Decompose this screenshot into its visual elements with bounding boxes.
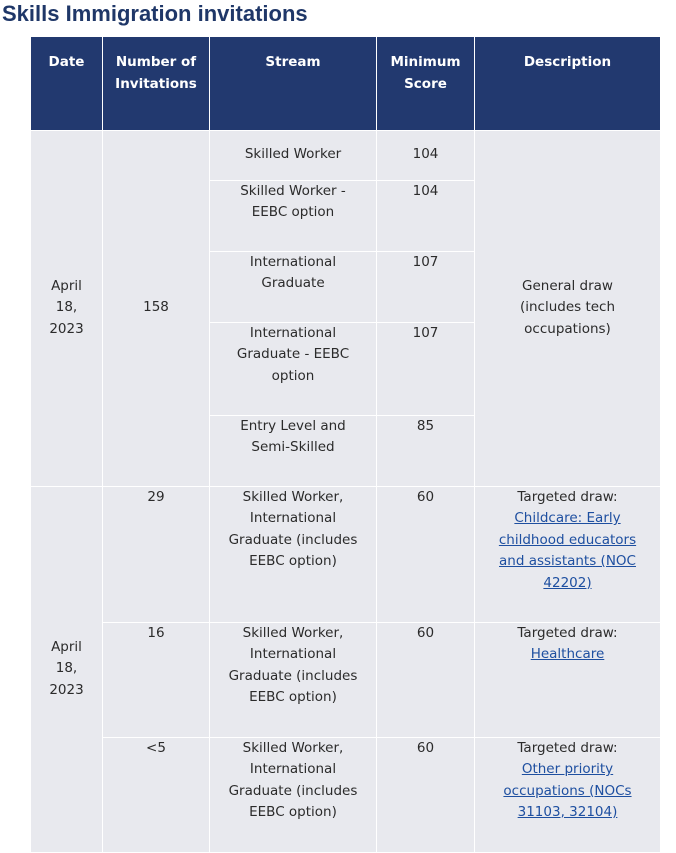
stream-cell: Skilled Worker bbox=[210, 130, 377, 180]
score-cell: 85 bbox=[377, 415, 475, 486]
table-row bbox=[31, 622, 661, 737]
header-description: Description bbox=[475, 37, 661, 130]
description-cell: General draw (includes tech occupations) bbox=[475, 130, 661, 486]
other-priority-occupations-link[interactable]: Other priority occupations (NOCs 31103, 32104) bbox=[503, 761, 632, 820]
invitations-cell: <5 bbox=[103, 737, 210, 852]
table-row bbox=[31, 130, 661, 180]
stream-cell: International Graduate bbox=[210, 251, 377, 322]
header-score: Minimum Score bbox=[377, 37, 475, 130]
stream-cell: Entry Level and Semi-Skilled bbox=[210, 415, 377, 486]
description-cell bbox=[475, 622, 661, 737]
score-cell: 104 bbox=[377, 180, 475, 251]
date-cell: April 18, 2023 bbox=[31, 130, 103, 486]
score-cell: 107 bbox=[377, 251, 475, 322]
table-row bbox=[31, 486, 661, 622]
score-cell: 60 bbox=[377, 486, 475, 622]
healthcare-link[interactable]: Healthcare bbox=[530, 646, 605, 662]
description-prefix: Targeted draw: bbox=[517, 624, 618, 641]
description-prefix: Targeted draw: bbox=[517, 739, 618, 756]
stream-cell: Skilled Worker, International Graduate (includes EEBC option) bbox=[210, 486, 377, 622]
stream-cell: International Graduate - EEBC option bbox=[210, 322, 377, 415]
description-prefix: Targeted draw: bbox=[517, 488, 618, 505]
score-cell: 107 bbox=[377, 322, 475, 415]
invitations-cell: 158 bbox=[103, 130, 210, 486]
stream-cell: Skilled Worker, International Graduate (includes EEBC option) bbox=[210, 737, 377, 852]
header-invitations: Number of Invitations bbox=[103, 37, 210, 130]
invitations-cell: 16 bbox=[103, 622, 210, 737]
page-title: Skills Immigration invitations bbox=[2, 1, 308, 26]
invitations-table bbox=[30, 37, 661, 853]
description-cell bbox=[475, 486, 661, 622]
score-cell: 60 bbox=[377, 737, 475, 852]
header-date: Date bbox=[31, 37, 103, 130]
stream-cell: Skilled Worker, International Graduate (includes EEBC option) bbox=[210, 622, 377, 737]
stream-cell: Skilled Worker - EEBC option bbox=[210, 180, 377, 251]
header-stream: Stream bbox=[210, 37, 377, 130]
description-cell bbox=[475, 737, 661, 852]
score-cell: 60 bbox=[377, 622, 475, 737]
score-cell: 104 bbox=[377, 130, 475, 180]
childcare-link[interactable]: Childcare: Early childhood educators and assistants (NOC 42202) bbox=[498, 510, 637, 591]
table-header-row bbox=[31, 37, 661, 130]
invitations-cell: 29 bbox=[103, 486, 210, 622]
date-cell: April 18, 2023 bbox=[31, 486, 103, 852]
table-row bbox=[31, 737, 661, 852]
